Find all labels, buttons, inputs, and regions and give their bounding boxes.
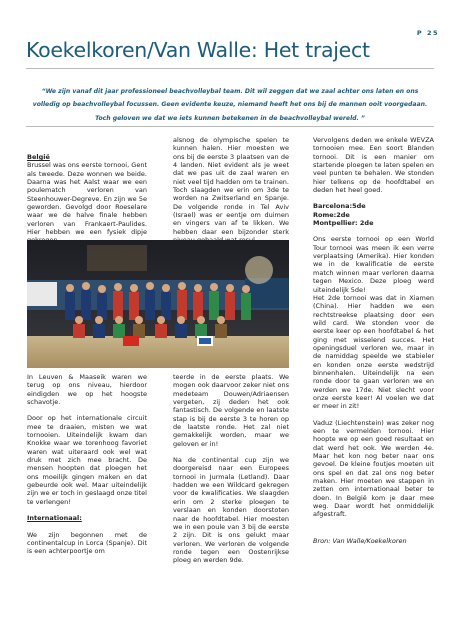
paragraph: Door op het internationale circuit mee te draaien, misten we wat tornooien. Uiteindelijk kwam dan Knokke waar we torenhoog favoriet waren wat uiteraard ook wel wat druk met zich mee bracht. De mensen hoopten dat ploegen het ons moeilijk gingen maken en dat gebeurde ook wel. Maar uiteindelijk zijn we er toch in geslaagd onze titel te verlengen! [27,414,147,506]
title-rule [26,68,434,69]
paragraph: Brussel was ons eerste tornooi, Gent als tweede. Deze wonnen we beide. Daarna was het Aalst waar we een poulematch verloren van Steenhouwer-Degreve. En zijn we 5e geworden. Gevolgd door Roeselare waar we de halve finale hebben verloren van Frankaert-Paulides. Hier hebben we een fysiek dipje [27,161,147,237]
column-2-bottom [173,373,289,565]
column-1-bottom [27,373,147,556]
result-line: Montpellier: 2de [313,219,374,228]
section-heading-internationaal: Internationaal: [27,514,82,523]
page-number: P 25 [416,29,439,37]
paragraph: Na de continental cup zijn we doorgereisd naar een Europees tornooi in Jurmala (Letland). Daar hadden we een Wildcard gekregen voor de kwalificaties. We slaagden erin om 2 sterke ploegen te verslaan en konden doorstoten naar de hoofdtabel. Hier moesten we in een poule van 3 bij de eerste 2 zijn. Dit is ons gelukt maar verloren. We verloren de volgende ronde tegen een Oostenrijkse ploeg en werden 9de. [173,456,289,565]
intro-quote: “We zijn vanaf dit jaar professioneel beachvolleybal team. Dit wil zeggen dat we zaal achter ons laten en ons volledig op beachvolleybal focussen. Geen evidente keuze, niemand heeft het ons bij de mannen ooit voorgedaan. Toch geloven we dat we iets kunnen betekenen in de beachvolleybal wereld. ” [32,88,428,122]
paragraph: alsnog de olympische spelen te kunnen halen. Hier moesten we ons bij de eerste 3 plaatsen van de 4 landen. Niet evident als je weet dat we pas uit de zaal waren en niet veel tijd hadden om te trainen. Toch slaagden we erin om 3de te worden na Zwitserland en Spanje. De volgende ronde in Tel Aviv (Israel) was er eentje om duimen en vingers van af te likken. We hebben daar een bijzonder sterk [173,136,289,236]
paragraph: Vaduz (Liechtenstein) was zeker nog een te vermelden tornooi. Hier hoopte we op een goed resultaat en dat werd het ook. We werden 4e. Maar het kon nog beter naar ons gevoel. De kleine foutjes moeten uit ons spel en dat zal ons nog beter maken. Hier moeten we stappen in zetten om internationaal beter te doen. In België kom je daar mee weg. Daar wordt het onmiddelijk afgestraft. [313,418,434,519]
result-line: Barcelona:5de [313,202,366,211]
quote-rule [26,126,434,127]
paragraph: We zijn begonnen met de continentalcup in Lorca (Spanje). Dit is een achterpoortje om [27,530,147,556]
column-3 [313,136,434,553]
team-photo-icon [27,240,289,368]
paragraph: In Leuven & Maaseik waren we terug op ons niveau, hierdoor eindigden we op het hoogste schavotje. [27,373,147,407]
column-1-top [27,153,147,245]
paragraph: teerde in de eerste plaats. We mogen ook daarvoor zeker niet ons medeteam Douwen/Adriaensen vergeten, zij deden het ook fantastisch. De volgende en laatste stap is bij de eerste 3 te horen op de laatste ronde. Het zal niet gemakkelijk worden, maar we geloven er in! [173,373,289,448]
section-heading-belgie: België [27,153,50,161]
result-line: Rome:2de [313,210,350,219]
beach-volleyball-team-photo [27,240,289,368]
article-title: Koekelkoren/Van Walle: Het traject [26,38,370,62]
paragraph: Ons eerste tornooi op een World Tour tornooi was meen ik een verre verplaatsing (Amerika). Hier konden we in de kwalificatie de eerste match winnen maar verloren daarna tegen Mexico. Deze ploeg werd uiteindelijk 5de! [313,235,434,294]
source-credit: Bron: Van Walle/Koekelkoren [313,536,407,545]
column-2-top [173,136,289,244]
paragraph: Het 2de tornooi was dat in Xiamen (China). Hier hadden we een rechtstreekse plaatsing door een wild card. We stonden voor de eerste keer op een hoofdtabel & het ging met wisselend succes. Het openingsduel verloren we, maar in de namiddag speelde we stabieler en konden onze eerste wedstrijd binnenhalen. Uiteindelijk na een ronde door te gaan verloren we en werden we 17de. Niet slecht voor onze eerste keer! Al voelen we dat er meer in zit! [313,293,434,411]
paragraph: Vervolgens deden we enkele WEVZA tornooien mee. Een soort Blanden tornooi. Dit is een manier om startende ploegen te laten spelen en veel punten te behalen. We stonden hier telkens op de hoofdtabel en deden het heel goed. [313,136,434,195]
